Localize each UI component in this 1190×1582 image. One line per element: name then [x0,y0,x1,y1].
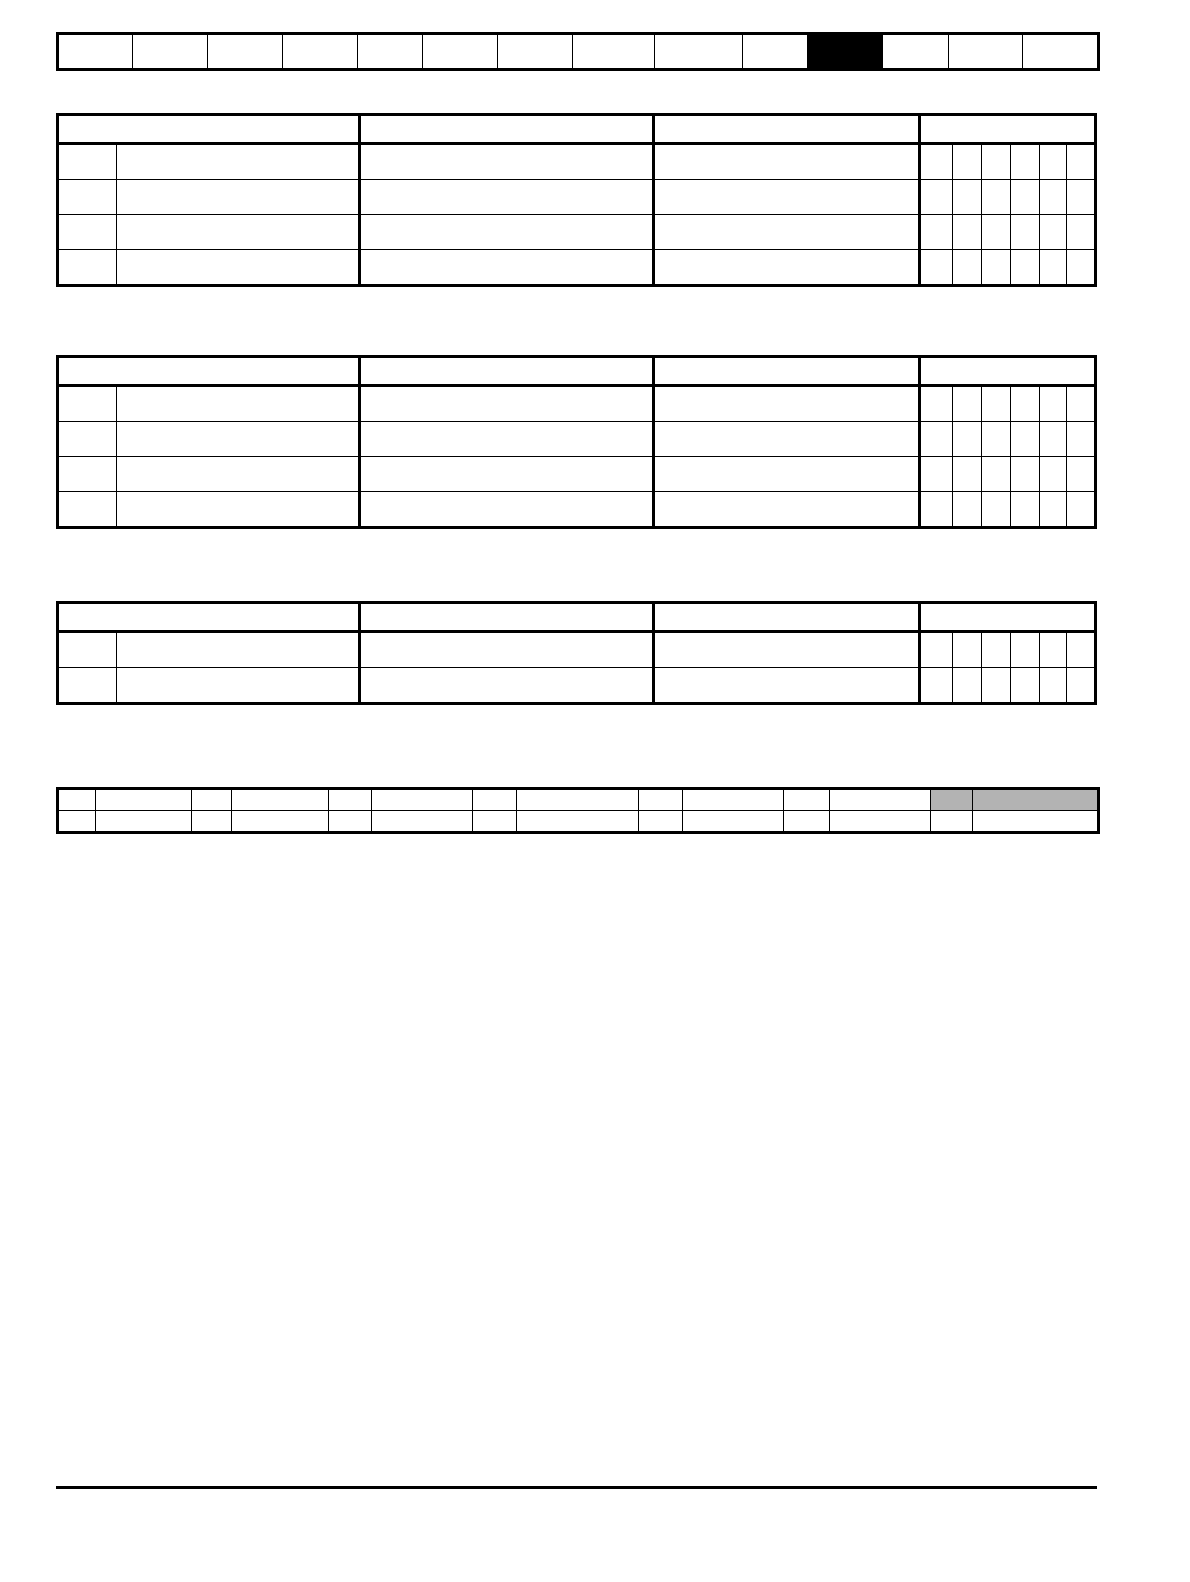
cell-flag [952,144,981,180]
cell-range [360,215,653,250]
key-code [931,811,973,833]
nav-tab-1[interactable] [58,34,133,70]
key-description [96,811,192,833]
cell-flag [1039,180,1066,215]
cell-flag [981,668,1010,704]
key-description [517,811,639,833]
table-row [58,422,1096,457]
table-row [58,250,1096,286]
key-row-2 [58,811,1099,833]
cell-number [58,632,117,668]
cell-flag [1010,668,1039,704]
header-range [360,357,653,386]
table-header-row [58,357,1096,386]
cell-flag [1039,144,1066,180]
table-row [58,144,1096,180]
key-row-1 [58,789,1099,811]
key-code [473,811,517,833]
cell-flag [919,250,952,286]
cell-flag [952,215,981,250]
cell-flag [981,180,1010,215]
parameter-table-2 [56,355,1097,529]
cell-range [360,632,653,668]
cell-range [360,492,653,528]
table-row [58,215,1096,250]
header-default [653,603,919,632]
header-default [653,115,919,144]
cell-range [360,668,653,704]
cell-default [653,422,919,457]
cell-name [117,250,360,286]
cell-flag [1039,386,1066,422]
key-description-shaded [973,789,1099,811]
key-code [192,789,232,811]
footer-rule [56,1486,1097,1489]
cell-flag [1066,250,1095,286]
header-flags [919,357,1095,386]
cell-number [58,386,117,422]
header-range [360,115,653,144]
cell-flag [1066,215,1095,250]
table-row [58,386,1096,422]
cell-range [360,422,653,457]
cell-flag [1066,422,1095,457]
header-parameter [58,115,360,144]
cell-flag [1039,492,1066,528]
nav-tab-3[interactable] [208,34,283,70]
header-default [653,357,919,386]
cell-flag [1010,632,1039,668]
nav-tab-9[interactable] [655,34,743,70]
cell-flag [1010,144,1039,180]
cell-flag [1066,668,1095,704]
cell-flag [919,668,952,704]
header-range [360,603,653,632]
cell-name [117,422,360,457]
cell-range [360,144,653,180]
cell-flag [919,632,952,668]
key-code [192,811,232,833]
table-header-row [58,603,1096,632]
cell-flag [952,250,981,286]
cell-name [117,144,360,180]
key-code-shaded [931,789,973,811]
cell-default [653,632,919,668]
nav-tab-6[interactable] [423,34,498,70]
key-table [56,787,1100,834]
cell-name [117,492,360,528]
cell-flag [919,180,952,215]
cell-flag [919,386,952,422]
cell-flag [981,422,1010,457]
key-description [372,811,473,833]
key-description [683,789,784,811]
cell-flag [952,632,981,668]
key-code [329,811,372,833]
cell-flag [1066,632,1095,668]
cell-number [58,457,117,492]
cell-name [117,180,360,215]
cell-flag [919,215,952,250]
key-code [473,789,517,811]
cell-flag [1010,180,1039,215]
cell-number [58,422,117,457]
key-description [830,811,931,833]
key-code [58,811,96,833]
key-code [639,789,683,811]
cell-flag [981,144,1010,180]
cell-default [653,144,919,180]
header-parameter [58,357,360,386]
cell-flag [1010,422,1039,457]
cell-flag [1039,668,1066,704]
cell-flag [952,422,981,457]
cell-flag [919,422,952,457]
cell-name [117,668,360,704]
key-description [232,811,329,833]
cell-number [58,250,117,286]
key-code [784,789,830,811]
key-code [784,811,830,833]
key-code [58,789,96,811]
key-code [639,811,683,833]
key-description [96,789,192,811]
cell-flag [919,492,952,528]
cell-default [653,386,919,422]
cell-flag [952,492,981,528]
cell-flag [1010,492,1039,528]
parameter-table-3 [56,601,1097,705]
cell-default [653,492,919,528]
cell-flag [952,386,981,422]
cell-default [653,668,919,704]
cell-range [360,180,653,215]
chapter-nav-strip [56,32,1100,71]
cell-name [117,457,360,492]
cell-flag [919,144,952,180]
key-description [830,789,931,811]
cell-number [58,668,117,704]
cell-flag [1010,215,1039,250]
cell-flag [981,386,1010,422]
cell-number [58,180,117,215]
nav-tab-14[interactable] [1023,34,1099,70]
nav-tab-13[interactable] [949,34,1023,70]
cell-name [117,215,360,250]
table-row [58,632,1096,668]
key-description [973,811,1099,833]
cell-flag [1066,457,1095,492]
cell-number [58,144,117,180]
cell-range [360,386,653,422]
cell-default [653,250,919,286]
nav-tab-2[interactable] [133,34,208,70]
cell-flag [1066,144,1095,180]
cell-flag [981,492,1010,528]
cell-flag [981,632,1010,668]
cell-flag [1066,180,1095,215]
cell-range [360,250,653,286]
cell-default [653,180,919,215]
cell-flag [1039,250,1066,286]
cell-flag [981,457,1010,492]
nav-tab-7[interactable] [498,34,573,70]
cell-flag [1039,632,1066,668]
cell-number [58,492,117,528]
cell-default [653,457,919,492]
cell-flag [1066,386,1095,422]
nav-tab-12[interactable] [883,34,949,70]
cell-flag [1039,215,1066,250]
parameter-table-1 [56,113,1097,287]
cell-flag [981,215,1010,250]
cell-flag [1066,492,1095,528]
key-description [517,789,639,811]
nav-tab-10[interactable] [743,34,808,70]
nav-tab-8[interactable] [573,34,655,70]
key-description [232,789,329,811]
nav-tab-4[interactable] [283,34,358,70]
nav-tab-5[interactable] [358,34,423,70]
cell-flag [1039,457,1066,492]
cell-default [653,215,919,250]
key-description [372,789,473,811]
cell-flag [952,457,981,492]
nav-tab-active[interactable] [808,34,883,70]
header-parameter [58,603,360,632]
key-code [329,789,372,811]
cell-flag [919,457,952,492]
table-row [58,492,1096,528]
cell-flag [1010,457,1039,492]
table-row [58,668,1096,704]
table-row [58,457,1096,492]
cell-name [117,386,360,422]
cell-flag [1010,250,1039,286]
table-row [58,180,1096,215]
header-flags [919,603,1095,632]
cell-flag [952,180,981,215]
header-flags [919,115,1095,144]
cell-flag [952,668,981,704]
cell-name [117,632,360,668]
cell-number [58,215,117,250]
cell-range [360,457,653,492]
key-description [683,811,784,833]
cell-flag [1039,422,1066,457]
cell-flag [1010,386,1039,422]
cell-flag [981,250,1010,286]
table-header-row [58,115,1096,144]
